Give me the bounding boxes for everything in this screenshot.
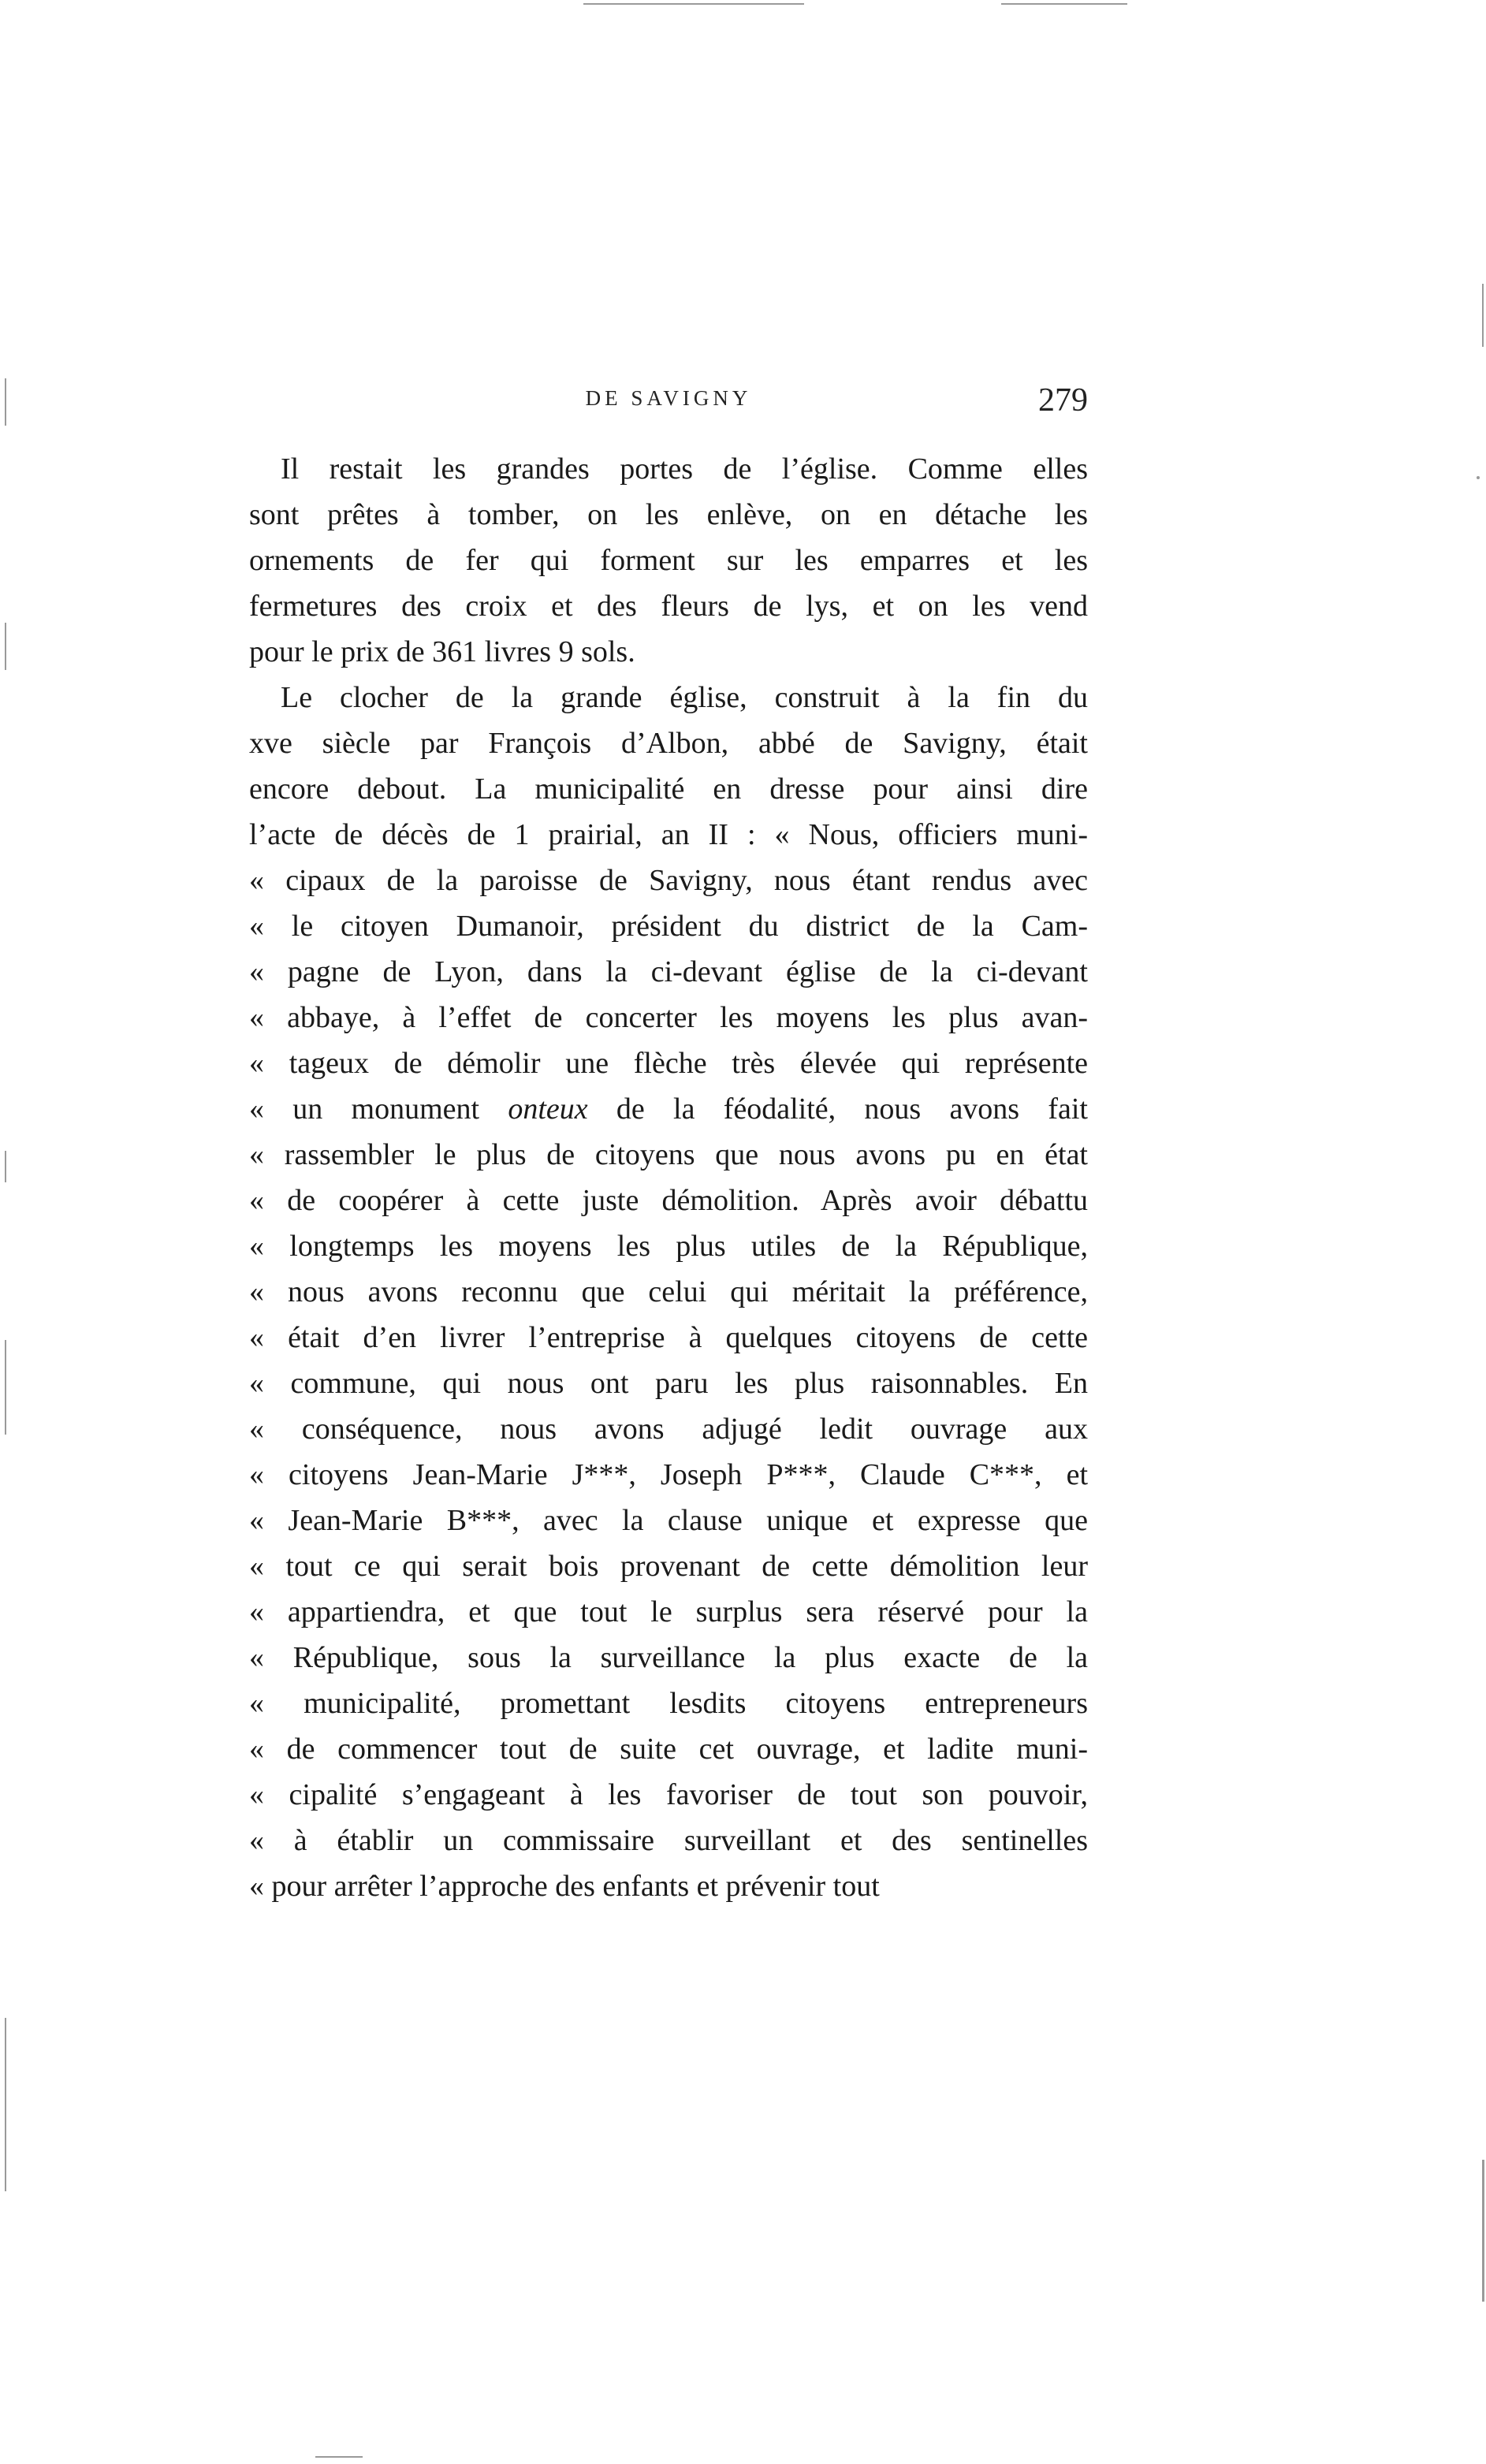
- text-line: sont prêtes à tomber, on les enlève, on en détache les: [249, 498, 1088, 531]
- text-line: « citoyens Jean-Marie J***, Joseph P***, Claude C***, et: [249, 1458, 1088, 1491]
- scan-mark-right-2: [1482, 2160, 1484, 2302]
- text-line: « était d’en livrer l’entreprise à quelques citoyens de cette: [249, 1321, 1088, 1354]
- scan-mark-right-1: [1482, 284, 1484, 347]
- text-line: « de commencer tout de suite cet ouvrage, et ladite muni-: [249, 1733, 1088, 1766]
- scan-mark-left-2: [5, 623, 6, 670]
- text-line: « appartiendra, et que tout le surplus sera réservé pour la: [249, 1595, 1088, 1628]
- text-line: « rassembler le plus de citoyens que nous avons pu en état: [249, 1138, 1088, 1171]
- text-line: « pagne de Lyon, dans la ci-devant église de la ci-devant: [249, 955, 1088, 988]
- scan-mark-bottom: [315, 2456, 363, 2458]
- text-line: xve siècle par François d’Albon, abbé de Savigny, était: [249, 727, 1088, 760]
- scan-mark-top-2: [1001, 3, 1127, 5]
- running-head: DE SAVIGNY: [585, 386, 752, 410]
- text-line: l’acte de décès de 1 prairial, an II : « Nous, officiers muni-: [249, 818, 1088, 851]
- text-line: Il restait les grandes portes de l’église. Comme elles: [281, 452, 1088, 486]
- text-line: « cipaux de la paroisse de Savigny, nous étant rendus avec: [249, 864, 1088, 897]
- text-line: pour le prix de 361 livres 9 sols.: [249, 635, 635, 668]
- text-line: « longtemps les moyens les plus utiles de la République,: [249, 1230, 1088, 1263]
- text-line: « conséquence, nous avons adjugé ledit ouvrage aux: [249, 1413, 1088, 1446]
- scan-dot-right: [1477, 476, 1480, 479]
- scan-mark-top-1: [583, 3, 804, 5]
- text-line: Le clocher de la grande église, construit à la fin du: [281, 681, 1088, 714]
- text-line: « un monument onteux de la féodalité, nous avons fait: [249, 1092, 1088, 1126]
- page-header: [249, 382, 1088, 426]
- text-line: « République, sous la surveillance la plus exacte de la: [249, 1641, 1088, 1674]
- text-line: fermetures des croix et des fleurs de lys, et on les vend: [249, 590, 1088, 623]
- text-line: « municipalité, promettant lesdits citoyens entrepreneurs: [249, 1687, 1088, 1720]
- text-line: ornements de fer qui forment sur les emparres et les: [249, 544, 1088, 577]
- text-line: « nous avons reconnu que celui qui méritait la préférence,: [249, 1275, 1088, 1308]
- text-line: « commune, qui nous ont paru les plus raisonnables. En: [249, 1367, 1088, 1400]
- text-line: « abbaye, à l’effet de concerter les moyens les plus avan-: [249, 1001, 1088, 1034]
- scan-mark-left-1: [5, 378, 6, 426]
- body-text: [249, 446, 1088, 1909]
- text-line: « pour arrêter l’approche des enfants et prévenir tout: [249, 1870, 880, 1903]
- text-line: « tout ce qui serait bois provenant de cette démolition leur: [249, 1550, 1088, 1583]
- text-line: encore debout. La municipalité en dresse pour ainsi dire: [249, 772, 1088, 806]
- scan-mark-left-5: [5, 2018, 6, 2191]
- text-line: « Jean-Marie B***, avec la clause unique et expresse que: [249, 1504, 1088, 1537]
- text-line: « tageux de démolir une flèche très élevée qui représente: [249, 1047, 1088, 1080]
- scan-mark-left-4: [5, 1340, 6, 1435]
- text-line: « cipalité s’engageant à les favoriser de tout son pouvoir,: [249, 1778, 1088, 1811]
- text-line: « de coopérer à cette juste démolition. Après avoir débattu: [249, 1184, 1088, 1217]
- text-line: « à établir un commissaire surveillant et des sentinelles: [249, 1824, 1088, 1857]
- scan-mark-left-3: [5, 1151, 6, 1182]
- page-number: 279: [1038, 382, 1088, 419]
- text-line: « le citoyen Dumanoir, président du district de la Cam-: [249, 910, 1088, 943]
